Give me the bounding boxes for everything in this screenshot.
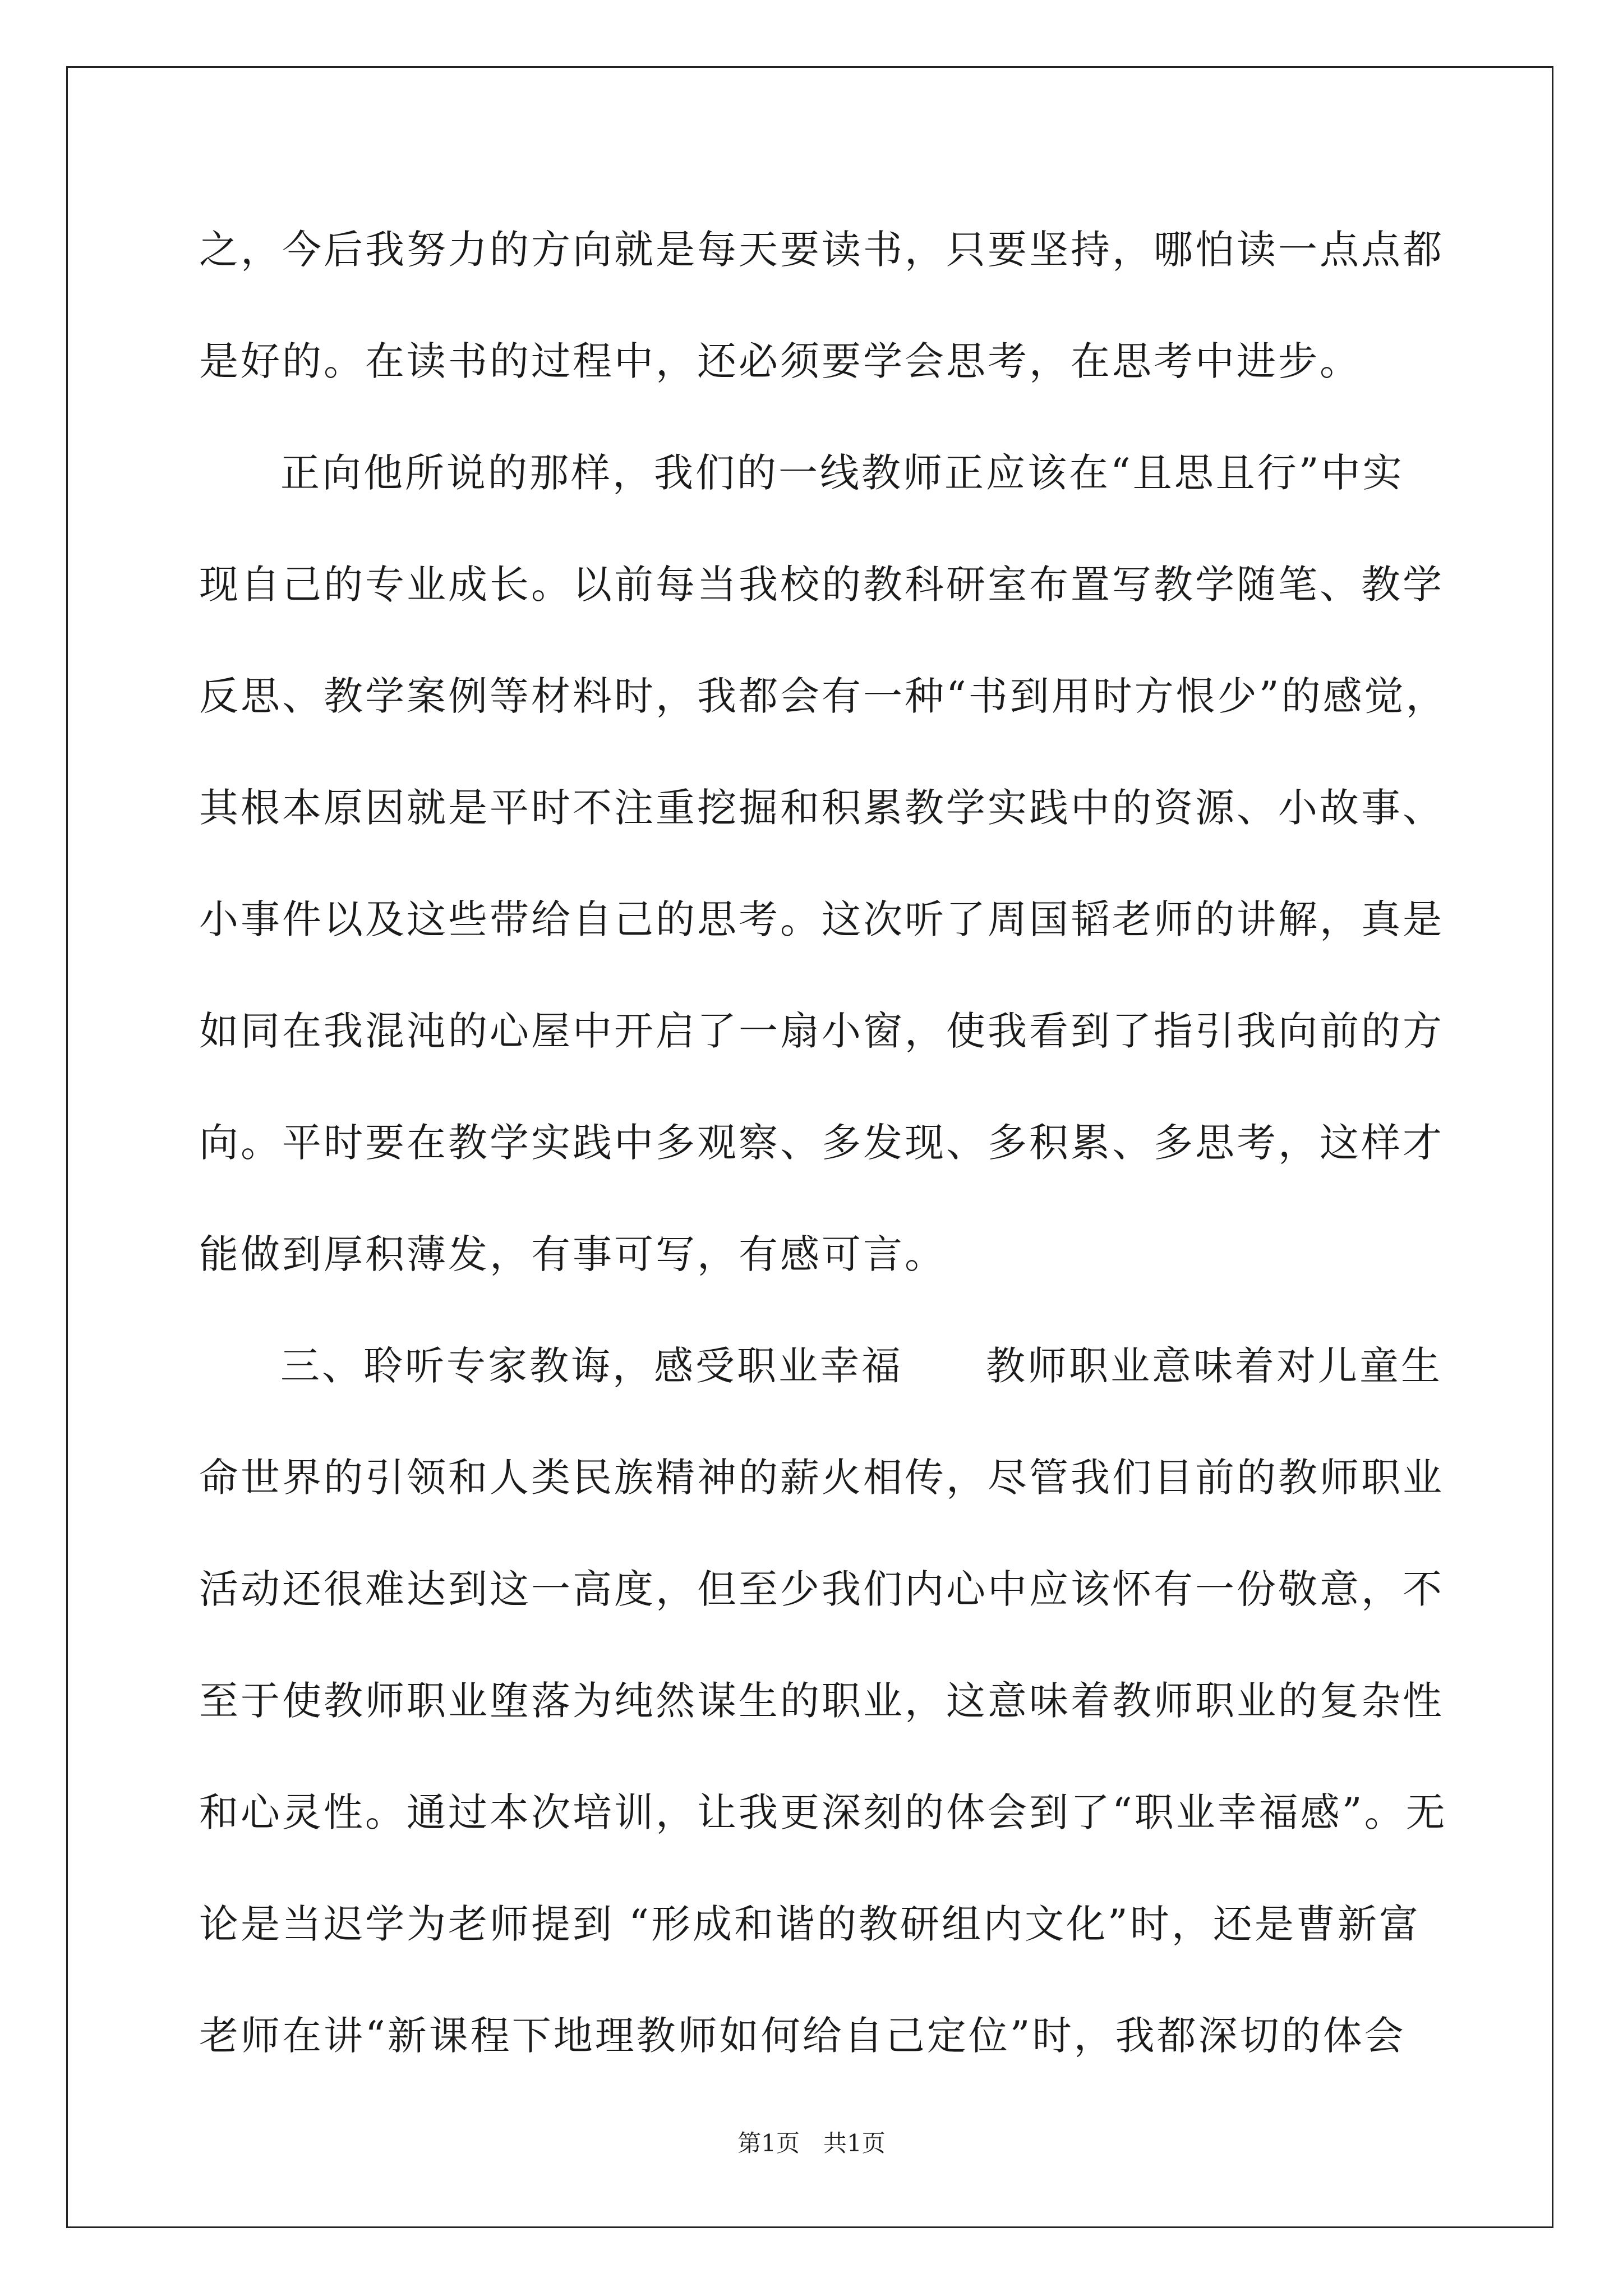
text-line: 向。平时要在教学实践中多观察、多发现、多积累、多思考，这样才 (199, 1120, 1444, 1166)
paragraph-first-line: 正向他所说的那样，我们的一线教师正应该在“且思且行”中实 (280, 450, 1404, 496)
text-line: 论是当迟学为老师提到 “形成和谐的教研组内文化”时，还是曹新富 (199, 1901, 1421, 1947)
text-line: 是好的。在读书的过程中，还必须要学会思考，在思考中进步。 (199, 338, 1361, 384)
text-line: 老师在讲“新课程下地理教师如何给自己定位”时，我都深切的体会 (199, 2013, 1406, 2059)
page-number-footer: 第1页 共1页 (737, 2129, 886, 2157)
text-line: 活动还很难达到这一高度，但至少我们内心中应该怀有一份敬意，不 (199, 1566, 1444, 1612)
text-line: 至于使教师职业堕落为纯然谋生的职业，这意味着教师职业的复杂性 (199, 1678, 1444, 1724)
text-line: 如同在我混沌的心屋中开启了一扇小窗，使我看到了指引我向前的方 (199, 1008, 1444, 1054)
text-line: 现自己的专业成长。以前每当我校的教科研室布置写教学随笔、教学 (199, 562, 1444, 608)
text-line: 和心灵性。通过本次培训，让我更深刻的体会到了“职业幸福感”。无 (199, 1789, 1447, 1835)
text-line: 反思、教学案例等材料时，我都会有一种“书到用时方恨少”的感觉， (199, 673, 1447, 719)
text-line: 能做到厚积薄发，有事可写，有感可言。 (199, 1231, 946, 1277)
text-line: 小事件以及这些带给自己的思考。这次听了周国韬老师的讲解，真是 (199, 896, 1444, 942)
text-line: 之，今后我努力的方向就是每天要读书，只要坚持，哪怕读一点点都 (199, 227, 1444, 273)
text-line: 其根本原因就是平时不注重挖掘和积累教学实践中的资源、小故事、 (199, 785, 1444, 831)
text-line: 命世界的引领和人类民族精神的薪火相传，尽管我们目前的教师职业 (199, 1455, 1444, 1501)
paragraph-first-line: 三、聆听专家教诲，感受职业幸福 教师职业意味着对儿童生 (280, 1343, 1442, 1389)
